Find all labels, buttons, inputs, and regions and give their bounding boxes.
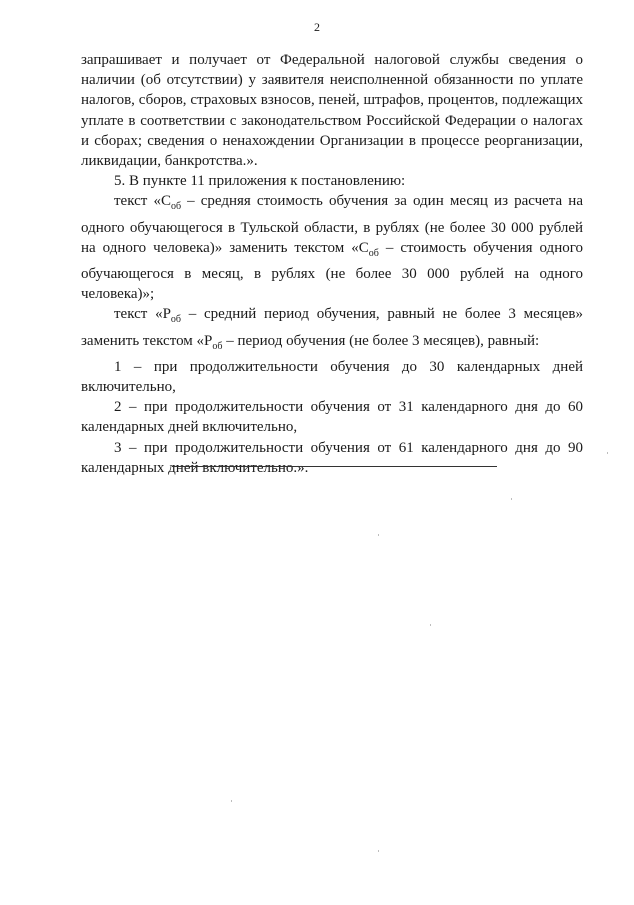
scan-speck bbox=[378, 534, 379, 536]
scan-speck bbox=[430, 624, 431, 626]
page-number: 2 bbox=[314, 20, 320, 34]
scan-speck bbox=[511, 498, 512, 500]
paragraph-period-option-3: 3 – при продолжительности обучения от 61 календарного дня до 90 календарных дней включительно.». bbox=[81, 439, 583, 476]
paragraph-period-replacement: текст «$P_{об}$ – средний период обучения, равный не более 3 месяцев» заменить текстом «$P_{об}$ – период обучения (не более 3 месяцев), равный: bbox=[81, 306, 583, 352]
scan-speck bbox=[607, 452, 608, 454]
document-body bbox=[81, 50, 583, 478]
paragraph-cost-replacement: текст «$C_{об}$ – средняя стоимость обучения за один месяц из расчета на одного обучающегося в Тульской области, в рублях (не более 30 000 рублей на одного человека)» заменить текстом «$C_{об}$ – стоимость обучения одного обучающегося в месяц, в рублях (не более 30 000 рублей на одного человека)»; bbox=[81, 193, 584, 303]
scan-speck bbox=[378, 850, 379, 852]
paragraph-period-option-1: 1 – при продолжительности обучения до 30 календарных дней включительно, bbox=[81, 358, 583, 396]
paragraph-tax-info: запрашивает и получает от Федеральной налоговой службы сведения о наличии (об отсутствии) у заявителя неисполненной обязанности по уплате налогов, сборов, страховых взносов, пеней, штрафов, процентов, подлежащих уплате в соответствии с законодательством Российской Федерации о налогах и сборах; сведения о ненахождении Организации в процессе реорганизации, ликвидации, банкротства.». bbox=[81, 52, 583, 170]
closing-divider-line bbox=[172, 466, 497, 467]
paragraph-item-5: 5. В пункте 11 приложения к постановлению: bbox=[114, 173, 406, 190]
paragraph-period-option-2: 2 – при продолжительности обучения от 31 календарного дня до 60 календарных дней включительно, bbox=[81, 399, 583, 436]
scan-speck bbox=[231, 800, 232, 802]
